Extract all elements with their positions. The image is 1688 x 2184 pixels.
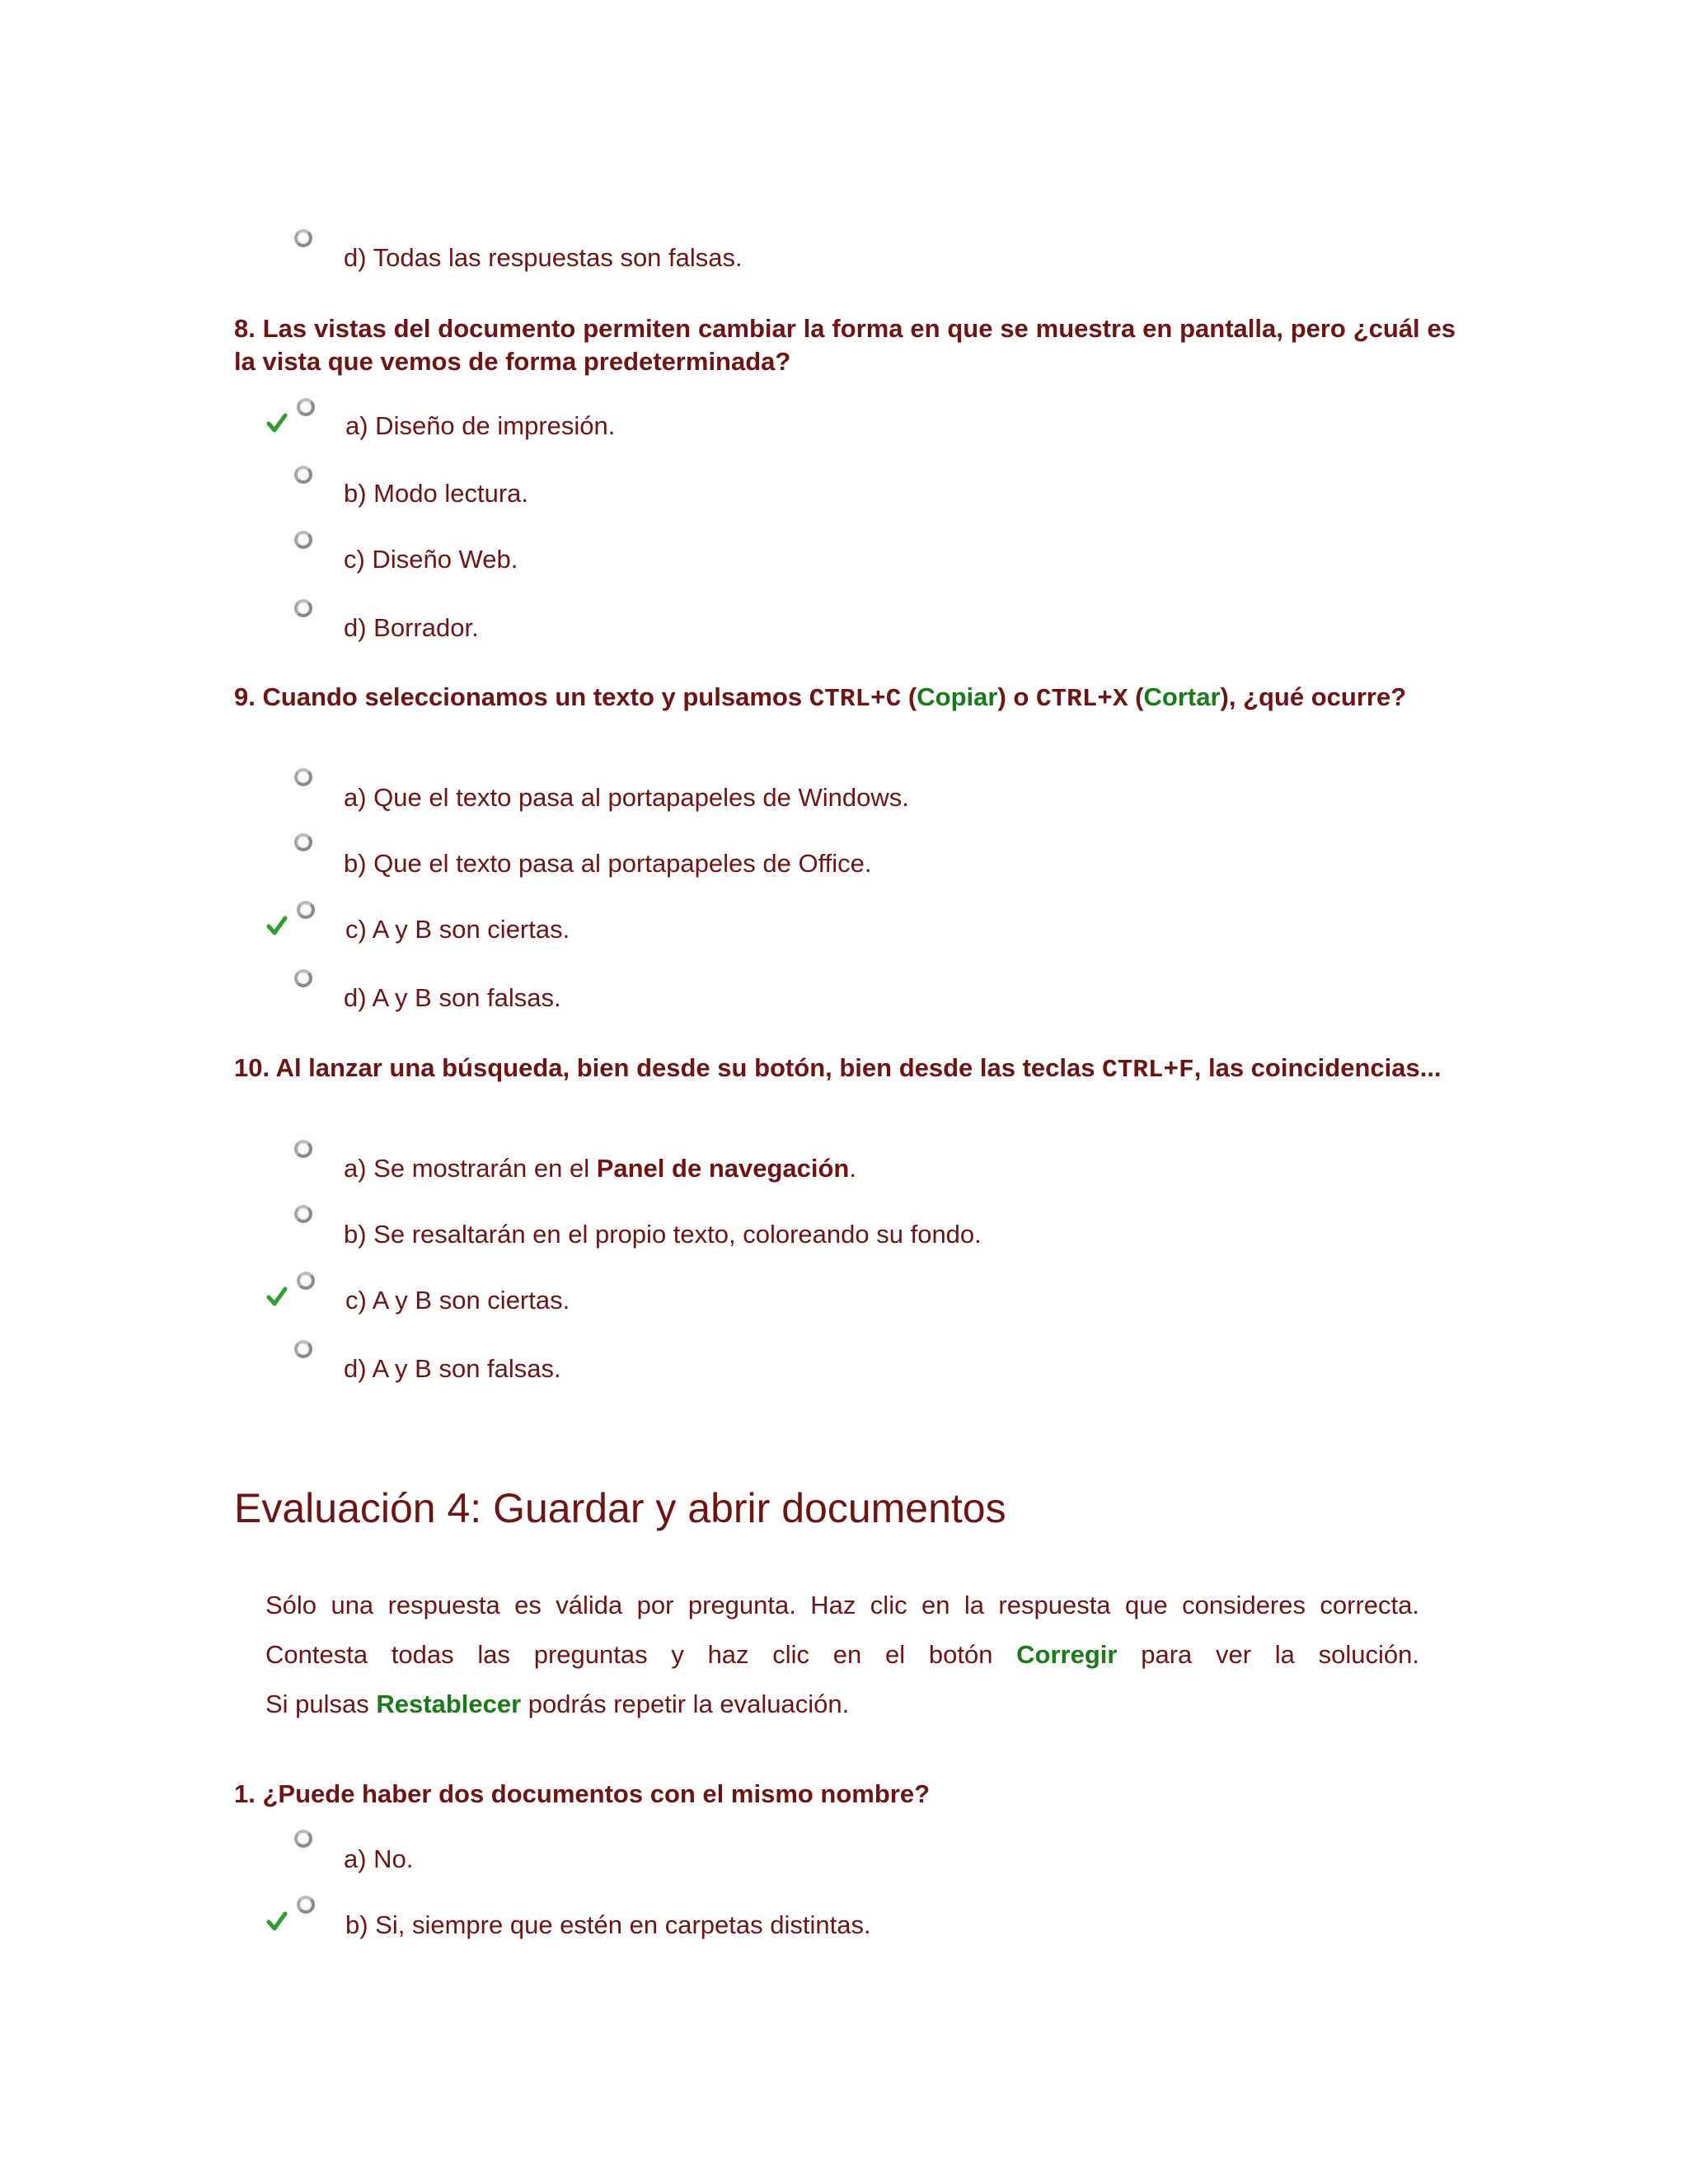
- option-q10-a-bold: Panel de navegación: [596, 1154, 850, 1183]
- action-cortar: Cortar: [1143, 682, 1221, 711]
- radio-q8-b[interactable]: [294, 466, 312, 484]
- question-10: [234, 1052, 1456, 1087]
- intro-line-2-suffix: para ver la solución.: [1117, 1640, 1419, 1669]
- intro-line-3-prefix: Si pulsas: [265, 1690, 377, 1718]
- radio-q8-c[interactable]: [294, 531, 312, 549]
- option-s4q1-a[interactable]: a) No.: [344, 1844, 414, 1873]
- option-q10-b[interactable]: b) Se resaltarán en el propio texto, coloreando su fondo.: [344, 1220, 982, 1249]
- question-9-text-4: (: [1128, 682, 1144, 711]
- intro-line-3: [265, 1680, 1419, 1729]
- checkmark-icon: [266, 1910, 288, 1932]
- option-q10-a[interactable]: [344, 1152, 856, 1185]
- checkmark-icon: [266, 412, 288, 434]
- radio-q8-d[interactable]: [294, 599, 312, 617]
- radio-q10-d[interactable]: [294, 1340, 312, 1358]
- question-10-text-2: , las coincidencias...: [1193, 1053, 1442, 1082]
- section-intro: [265, 1581, 1419, 1729]
- option-q10-a-suffix: .: [849, 1154, 856, 1183]
- option-q10-d[interactable]: d) A y B son falsas.: [344, 1354, 561, 1383]
- radio-q9-d[interactable]: [294, 969, 312, 987]
- kbd-ctrl-x: CTRL+X: [1035, 685, 1128, 714]
- option-q9-a[interactable]: a) Que el texto pasa al portapapeles de Windows.: [344, 783, 909, 812]
- question-10-text-1: 10. Al lanzar una búsqueda, bien desde su botón, bien desde las teclas: [234, 1053, 1103, 1082]
- intro-line-1: Sólo una respuesta es válida por pregunta. Haz clic en la respuesta que consideres correcta.: [265, 1591, 1419, 1619]
- intro-line-2: [265, 1630, 1419, 1680]
- kbd-ctrl-f: CTRL+F: [1102, 1056, 1194, 1085]
- intro-line-2-prefix: Contesta todas las preguntas y haz clic en el botón: [265, 1640, 1017, 1669]
- checkmark-icon: [266, 1286, 288, 1307]
- radio-q8-a[interactable]: [297, 398, 315, 416]
- option-q8-b[interactable]: b) Modo lectura.: [344, 479, 528, 508]
- option-q9-c[interactable]: c) A y B son ciertas.: [345, 915, 570, 944]
- option-q8-d[interactable]: d) Borrador.: [344, 613, 479, 642]
- question-9-text-3: ) o: [997, 682, 1036, 711]
- option-q9-b[interactable]: b) Que el texto pasa al portapapeles de Office.: [344, 849, 872, 878]
- option-q7-d[interactable]: d) Todas las respuestas son falsas.: [344, 243, 743, 272]
- radio-s4q1-a[interactable]: [294, 1830, 312, 1848]
- s4-question-1: 1. ¿Puede haber dos documentos con el mismo nombre?: [234, 1779, 931, 1808]
- option-s4q1-b[interactable]: b) Si, siempre que estén en carpetas distintas.: [345, 1910, 871, 1939]
- question-9-text-1: 9. Cuando seleccionamos un texto y pulsamos: [234, 682, 809, 711]
- intro-line-3-suffix: podrás repetir la evaluación.: [521, 1690, 850, 1718]
- kbd-ctrl-c: CTRL+C: [809, 685, 902, 714]
- option-q10-a-prefix: a) Se mostrarán en el: [344, 1154, 597, 1183]
- checkmark-icon: [266, 915, 288, 936]
- radio-q9-a[interactable]: [294, 768, 312, 786]
- radio-q10-c[interactable]: [297, 1272, 315, 1290]
- option-q8-c[interactable]: c) Diseño Web.: [344, 545, 518, 574]
- radio-q9-c[interactable]: [297, 901, 315, 919]
- radio-q7-d[interactable]: [294, 229, 312, 247]
- action-copiar: Copiar: [917, 682, 998, 711]
- radio-s4q1-b[interactable]: [297, 1896, 315, 1914]
- radio-q10-b[interactable]: [294, 1205, 312, 1223]
- question-8: 8. Las vistas del documento permiten cambiar la forma en que se muestra en pantalla, pero ¿cuál es la vista que vemos de forma predeterminada?: [234, 314, 1456, 376]
- radio-q10-a[interactable]: [294, 1140, 312, 1158]
- restablecer-label: Restablecer: [376, 1690, 522, 1718]
- question-9-text-5: ), ¿qué ocurre?: [1220, 682, 1407, 711]
- option-q10-c[interactable]: c) A y B son ciertas.: [345, 1286, 570, 1315]
- question-9: [234, 681, 1456, 716]
- option-q9-d[interactable]: d) A y B son falsas.: [344, 983, 561, 1012]
- corregir-label: Corregir: [1016, 1640, 1118, 1669]
- radio-q9-b[interactable]: [294, 833, 312, 851]
- question-9-text-2: (: [901, 682, 917, 711]
- option-q8-a[interactable]: a) Diseño de impresión.: [345, 411, 616, 440]
- section-title: Evaluación 4: Guardar y abrir documentos: [234, 1485, 1006, 1531]
